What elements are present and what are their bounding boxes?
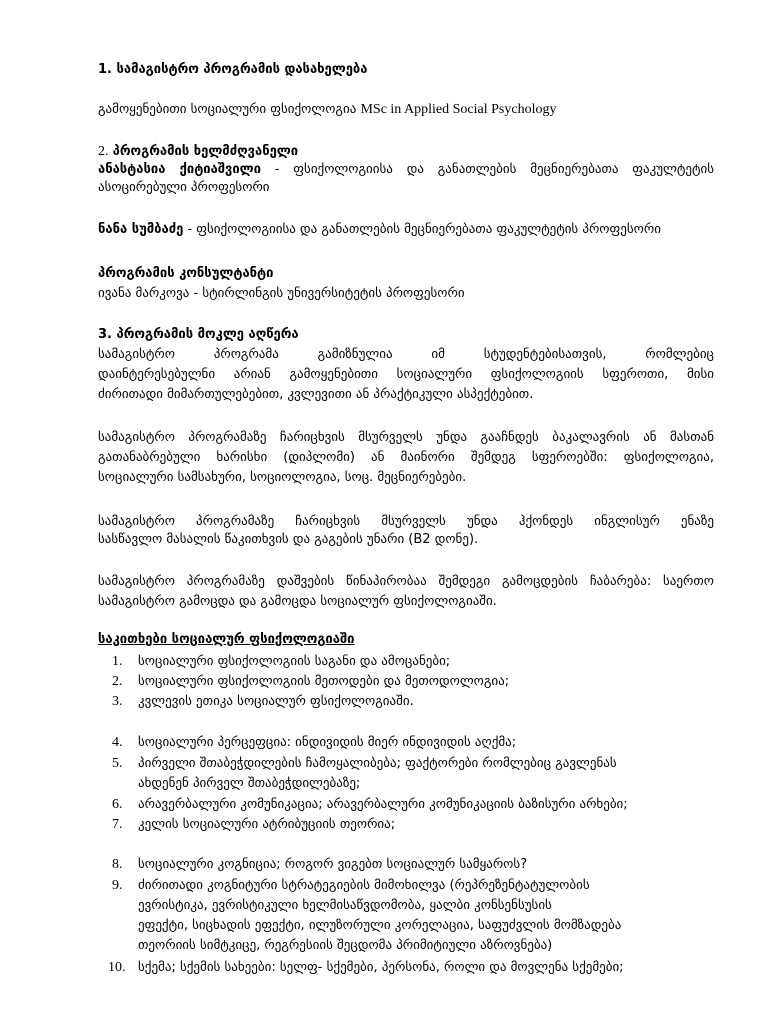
consultant-line: ივანა მარკოვა - სტირლინგის უნივერსიტეტის პროფესორი bbox=[98, 286, 465, 301]
topic-item: სოციალური ფსიქოლოგიის მეთოდები და მეთოდოლოგია; bbox=[138, 674, 510, 689]
supervisor1-desc: - ფსიქოლოგიისა და განათლების მეცნიერებათა ფაკულტეტის bbox=[260, 162, 714, 177]
description-p2-line2: გათანაბრებული ხარისხი (დიპლომი) ან მაინორი შემდეგ სფეროებში: ფსიქოლოგია, bbox=[98, 450, 714, 465]
topic-item-continuation: ახდენენ პირველ შთაბეჭდილებაზე; bbox=[138, 776, 361, 791]
topic-number: 5. bbox=[112, 756, 123, 771]
description-p1-line3: ძირითადი მიმართულებებით, კვლევითი ან პრაქტიკული ასპექტებით. bbox=[98, 387, 534, 402]
topic-item-continuation: ეფექტი, სიცხადის ეფექტი, ილუზორული კორელაცია, საფუძვლის მომზადება bbox=[138, 918, 622, 933]
description-p4-line2: სამაგისტრო გამოცდა და გამოცდა სოციალურ ფსიქოლოგიაში. bbox=[98, 594, 497, 609]
topic-item: არავერბალური კომუნიკაცია; არავერბალური კომუნიკაციის ბაზისური არხები; bbox=[138, 797, 628, 812]
supervisor1-line2: ასოცირებული პროფესორი bbox=[98, 180, 270, 195]
topic-item-continuation: ევრისტიკა, ევრისტიკული ხელმისაწვდომობა, ყალბი კონსენსუსის bbox=[138, 898, 552, 913]
topic-item: კვლევის ეთიკა სოციალურ ფსიქოლოგიაში. bbox=[138, 694, 414, 709]
description-p2-line3: სოციალური სამსახური, სოციოლოგია, სოც. მეცნიერებები. bbox=[98, 470, 467, 485]
description-p2-line1: სამაგისტრო პროგრამაზე ჩარიცხვის მსურველს უნდა გააჩნდეს ბაკალავრის ან მასთან bbox=[98, 430, 714, 445]
description-p1-line1: სამაგისტრო პროგრამა გამიზნულია იმ სტუდენტებისათვის, რომლებიც bbox=[98, 347, 714, 362]
supervisor-heading-text: პროგრამის ხელმძღვანელი bbox=[112, 144, 299, 159]
supervisor2-name: ნანა სუმბაძე bbox=[98, 222, 184, 237]
topic-number: 6. bbox=[112, 797, 123, 812]
program-title-en: MSc in Applied Social Psychology bbox=[360, 102, 557, 117]
topic-item: კელის სოციალური ატრიბუციის თეორია; bbox=[138, 817, 396, 832]
supervisor-heading bbox=[98, 144, 714, 160]
description-heading: 3. პროგრამის მოკლე აღწერა bbox=[98, 327, 299, 342]
topics-heading: საკითხები სოციალურ ფსიქოლოგიაში bbox=[98, 632, 355, 647]
description-p4-line1: სამაგისტრო პროგრამაზე დაშვების წინაპირობაა შემდეგი გამოცდების ჩაბარება: საერთო bbox=[98, 574, 714, 589]
topic-item-continuation: თეორიის სიმტკიცე, რეგრესიის შეცდომა პრიმიტიული აზროვნება) bbox=[138, 938, 553, 953]
topic-number: 9. bbox=[112, 878, 123, 893]
program-title-line bbox=[98, 102, 714, 118]
topic-number: 7. bbox=[112, 817, 123, 832]
topic-item: სოციალური პერცეფცია: ინდივიდის მიერ ინდივიდის აღქმა; bbox=[138, 735, 517, 750]
supervisor2-desc: - ფსიქოლოგიისა და განათლების მეცნიერებათა ფაკულტეტის პროფესორი bbox=[183, 222, 661, 237]
consultants-heading: პროგრამის კონსულტანტი bbox=[98, 266, 274, 281]
topic-number: 8. bbox=[112, 857, 123, 872]
description-p3-line2: სასწავლო მასალის წაკითხვის და გაგების უნარი (B2 დონე). bbox=[98, 532, 479, 547]
topic-item: პირველი შთაბეჭდილების ჩამოყალიბება; ფაქტორები რომლებიც გავლენას bbox=[138, 756, 617, 771]
description-p3-line1: სამაგისტრო პროგრამაზე ჩარიცხვის მსურველს უნდა ჰქონდეს ინგლისურ ენაზე bbox=[98, 514, 714, 529]
supervisor1-line1 bbox=[98, 162, 714, 178]
topic-number: 2. bbox=[112, 674, 123, 689]
topic-item: სოციალური კოგნიცია; როგორ ვიგებთ სოციალურ სამყაროს? bbox=[138, 857, 528, 872]
topic-number: 10. bbox=[108, 960, 126, 975]
program-title-ka: გამოყენებითი სოციალური ფსიქოლოგია bbox=[98, 102, 357, 117]
topic-number: 4. bbox=[112, 735, 123, 750]
supervisor2-line bbox=[98, 222, 714, 238]
topic-item: სოციალური ფსიქოლოგიის საგანი და ამოცანები; bbox=[138, 654, 451, 669]
topic-item: სქემა; სქემის სახეები: სელფ- სქემები, პერსონა, როლი და მოვლენა სქემები; bbox=[138, 960, 624, 975]
description-p1-line2: დაინტერესებულნი არიან გამოყენებითი სოციალური ფსიქოლოგიის სფეროთი, მისი bbox=[98, 367, 714, 382]
supervisor1-name: ანასტასია ქიტიაშვილი bbox=[98, 162, 261, 177]
program-title-heading: 1. სამაგისტრო პროგრამის დასახელება bbox=[98, 62, 368, 77]
topic-number: 3. bbox=[112, 694, 123, 709]
topic-item: ძირითადი კოგნიტური სტრატეგიების მიმოხილვა (რეპრეზენტატულობის bbox=[138, 878, 590, 893]
topic-number: 1. bbox=[112, 654, 123, 669]
supervisor-heading-number: 2. bbox=[98, 144, 109, 159]
